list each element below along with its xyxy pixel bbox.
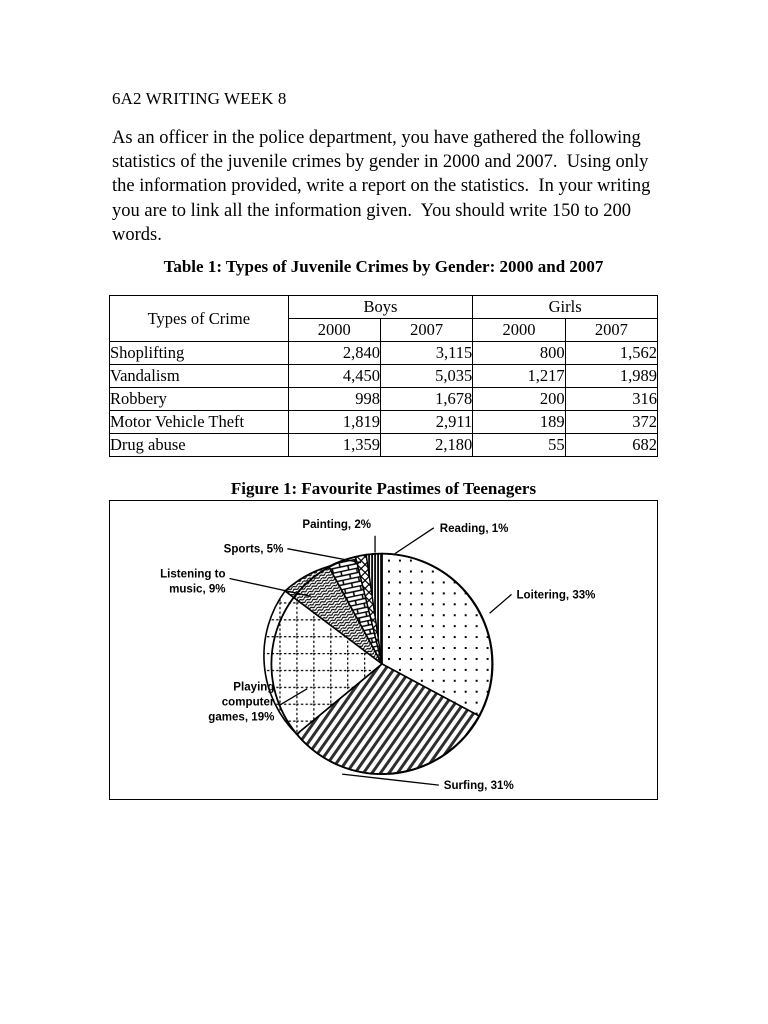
cell-boys-2007: 2,180 <box>380 434 472 457</box>
cell-boys-2000: 2,840 <box>288 342 380 365</box>
cell-girls-2007: 1,989 <box>565 365 657 388</box>
cell-crime-name: Drug abuse <box>110 434 289 457</box>
header-girls-2007: 2007 <box>565 319 657 342</box>
cell-boys-2000: 4,450 <box>288 365 380 388</box>
cell-girls-2000: 189 <box>473 411 565 434</box>
header-group-girls: Girls <box>473 296 658 319</box>
table-row <box>110 388 658 411</box>
cell-crime-name: Motor Vehicle Theft <box>110 411 289 434</box>
cell-girls-2007: 372 <box>565 411 657 434</box>
cell-boys-2007: 5,035 <box>380 365 472 388</box>
table-row <box>110 342 658 365</box>
cell-girls-2000: 55 <box>473 434 565 457</box>
pie-label-surfing: Surfing, 31% <box>443 780 514 793</box>
cell-girls-2000: 200 <box>473 388 565 411</box>
cell-boys-2007: 2,911 <box>380 411 472 434</box>
leader-sports <box>287 549 361 563</box>
pie-label-listening-to-music-line2: music, 9% <box>169 583 226 596</box>
cell-girls-2007: 316 <box>565 388 657 411</box>
figure-title: Figure 1: Favourite Pastimes of Teenagers <box>230 479 537 498</box>
cell-girls-2000: 1,217 <box>473 365 565 388</box>
writing-prompt: As an officer in the police department, you have gathered the following statistics of the juvenile crimes by gender in 2000 and 2007. Using only the information provided, write a report on the statistics. In your writing you are to link all the information given. You should write 150 to 200 words. <box>112 128 656 245</box>
leader-reading <box>395 528 434 554</box>
pie-label-sports: Sports, 5% <box>223 543 284 556</box>
pie-label-painting: Painting, 2% <box>302 518 372 531</box>
table-title: Table 1: Types of Juvenile Crimes by Gender: 2000 and 2007 <box>163 257 604 276</box>
header-girls-2000: 2000 <box>473 319 565 342</box>
figure-1-pie-chart <box>109 500 658 800</box>
header-boys-2000: 2000 <box>288 319 380 342</box>
pie-chart-svg <box>110 501 657 799</box>
table-header-row-groups <box>110 296 658 319</box>
leader-loitering <box>490 594 512 613</box>
cell-girls-2007: 682 <box>565 434 657 457</box>
cell-boys-2007: 3,115 <box>380 342 472 365</box>
cell-girls-2000: 800 <box>473 342 565 365</box>
juvenile-crimes-table <box>109 295 658 457</box>
pie-slices <box>264 554 493 775</box>
cell-boys-2000: 1,819 <box>288 411 380 434</box>
table-row <box>110 365 658 388</box>
header-group-boys: Boys <box>288 296 473 319</box>
pie-label-loitering: Loitering, 33% <box>516 589 596 602</box>
pie-label-computer-games-line3: games, 19% <box>208 711 275 724</box>
pie-label-computer-games-line1: Playing <box>233 681 275 694</box>
header-types-of-crime: Types of Crime <box>110 296 289 342</box>
pie-label-reading: Reading, 1% <box>439 522 509 535</box>
pie-label-computer-games-line2: computer <box>221 696 275 709</box>
cell-crime-name: Robbery <box>110 388 289 411</box>
header-boys-2007: 2007 <box>380 319 472 342</box>
table-row <box>110 411 658 434</box>
document-heading: 6A2 WRITING WEEK 8 <box>112 89 287 108</box>
leader-surfing <box>342 774 439 785</box>
table-row <box>110 434 658 457</box>
cell-crime-name: Vandalism <box>110 365 289 388</box>
cell-boys-2000: 998 <box>288 388 380 411</box>
pie-label-listening-to-music-line1: Listening to <box>160 568 226 581</box>
cell-girls-2007: 1,562 <box>565 342 657 365</box>
cell-boys-2007: 1,678 <box>380 388 472 411</box>
cell-crime-name: Shoplifting <box>110 342 289 365</box>
cell-boys-2000: 1,359 <box>288 434 380 457</box>
